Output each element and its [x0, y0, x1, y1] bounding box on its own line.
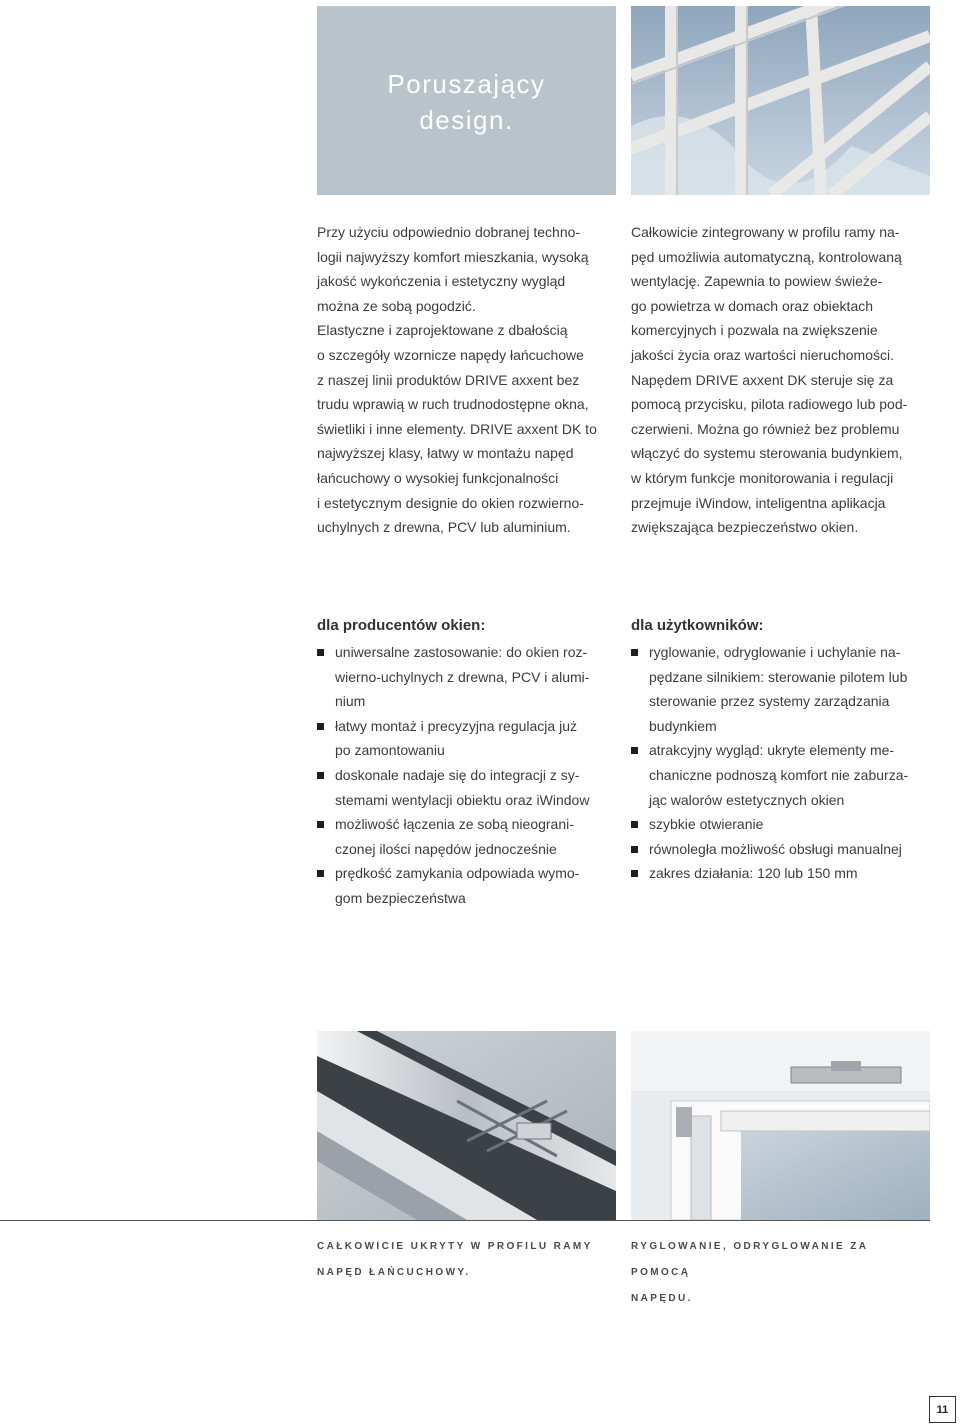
users-heading: dla użytkowników: — [631, 617, 764, 634]
title-box — [317, 6, 616, 195]
bullet-square-icon — [317, 649, 324, 656]
intro-text-left: Przy użyciu odpowiednio dobranej techno- logii najwyższy komfort mieszkania, wysoką jakość wykończenia i estetyczny wygląd można ze sobą pogodzić. Elastyczne i zaprojektowane z dbałością o szczegóły wzornicze napędy łańcuchowe z naszej linii produktów DRIVE axxent bez trudu wprawią w ruch trudnodostępne okna, świetliki i inne elementy. DRIVE axxent DK to najwyższej klasy, łatwy w montażu napęd łańcuchowy o wysokiej funkcjonalności i estetycznym designie do okien rozwierno- uchylnych z drewna, PCV lub aluminium. — [317, 224, 597, 536]
bullet-square-icon — [631, 747, 638, 754]
users-list-block — [631, 614, 931, 886]
chain-drive-illustration — [317, 1031, 616, 1220]
list-item-text: zakres działania: 120 lub 150 mm — [649, 865, 858, 882]
bullet-square-icon — [631, 870, 638, 877]
producers-list-block — [317, 614, 617, 911]
window-lock-illustration — [631, 1031, 930, 1220]
list-item — [317, 714, 617, 763]
bullet-square-icon — [317, 723, 324, 730]
list-item-text: łatwy montaż i precyzyjna regulacja już po zamontowaniu — [335, 717, 577, 759]
list-item — [317, 763, 617, 812]
producers-heading: dla producentów okien: — [317, 617, 486, 634]
bullet-square-icon — [631, 821, 638, 828]
list-item — [631, 640, 931, 738]
bullet-square-icon — [631, 846, 638, 853]
list-item-text: doskonale nadaje się do integracji z sy- stemami wentylacji obiektu oraz iWindow — [335, 766, 590, 808]
list-item — [631, 837, 931, 862]
list-item-text: uniwersalne zastosowanie: do okien roz- wierno-uchylnych z drewna, PCV i alumi- nium — [335, 644, 590, 710]
bullet-square-icon — [631, 649, 638, 656]
list-item — [631, 812, 931, 837]
bullet-square-icon — [317, 821, 324, 828]
intro-text-right: Całkowicie zintegrowany w profilu ramy na- pęd umożliwia automatyczną, kontrolowaną wentylację. Zapewnia to powiew świeże- go powietrza w domach oraz obiektach komercyjnych i pozwala na zwiększenie jakości życia oraz wartości nieruchomości. Napędem DRIVE axxent DK steruje się za pomocą przycisku, pilota radiowego lub pod- czerwieni. Można go również bez problemu włączyć do systemu sterowania budynkiem, w którym funkcje monitorowania i regulacji przejmuje iWindow, inteligentna aplikacja zwiększająca bezpieczeństwo okien. — [631, 224, 908, 536]
list-item-text: prędkość zamykania odpowiada wymo- gom bezpieczeństwa — [335, 865, 580, 906]
page-title: Poruszający design. — [387, 69, 546, 135]
producers-list — [317, 640, 617, 911]
bullet-square-icon — [317, 870, 324, 877]
caption-left: CAŁKOWICIE UKRYTY W PROFILU RAMY NAPĘD ŁAŃCUCHOWY. — [317, 1241, 593, 1278]
page-number: 11 — [929, 1396, 956, 1423]
bullet-square-icon — [317, 772, 324, 779]
list-item-text: szybkie otwieranie — [649, 816, 764, 833]
list-item — [631, 861, 931, 886]
list-item — [317, 812, 617, 861]
caption-right: RYGLOWANIE, ODRYGLOWANIE ZA POMOCĄ NAPĘDU. — [631, 1241, 869, 1304]
window-lock-photo — [631, 1031, 930, 1220]
list-item-text: równoległa możliwość obsługi manualnej — [649, 840, 902, 857]
users-list — [631, 640, 931, 886]
skylight-photo — [631, 6, 930, 195]
list-item-text: możliwość łączenia ze sobą nieograni- czonej ilości napędów jednocześnie — [335, 816, 574, 857]
list-item — [631, 738, 931, 812]
chain-drive-photo — [317, 1031, 616, 1220]
divider-line — [0, 1220, 930, 1221]
list-item — [317, 861, 617, 910]
skylight-illustration — [631, 6, 930, 195]
list-item — [317, 640, 617, 714]
list-item-text: atrakcyjny wygląd: ukryte elementy me- chaniczne podnoszą komfort nie zaburza- jąc walorów estetycznych okien — [649, 742, 909, 808]
list-item-text: ryglowanie, odryglowanie i uchylanie na- pędzane silnikiem: sterowanie pilotem lub sterowanie przez systemy zarządzania budynkiem — [649, 644, 908, 734]
